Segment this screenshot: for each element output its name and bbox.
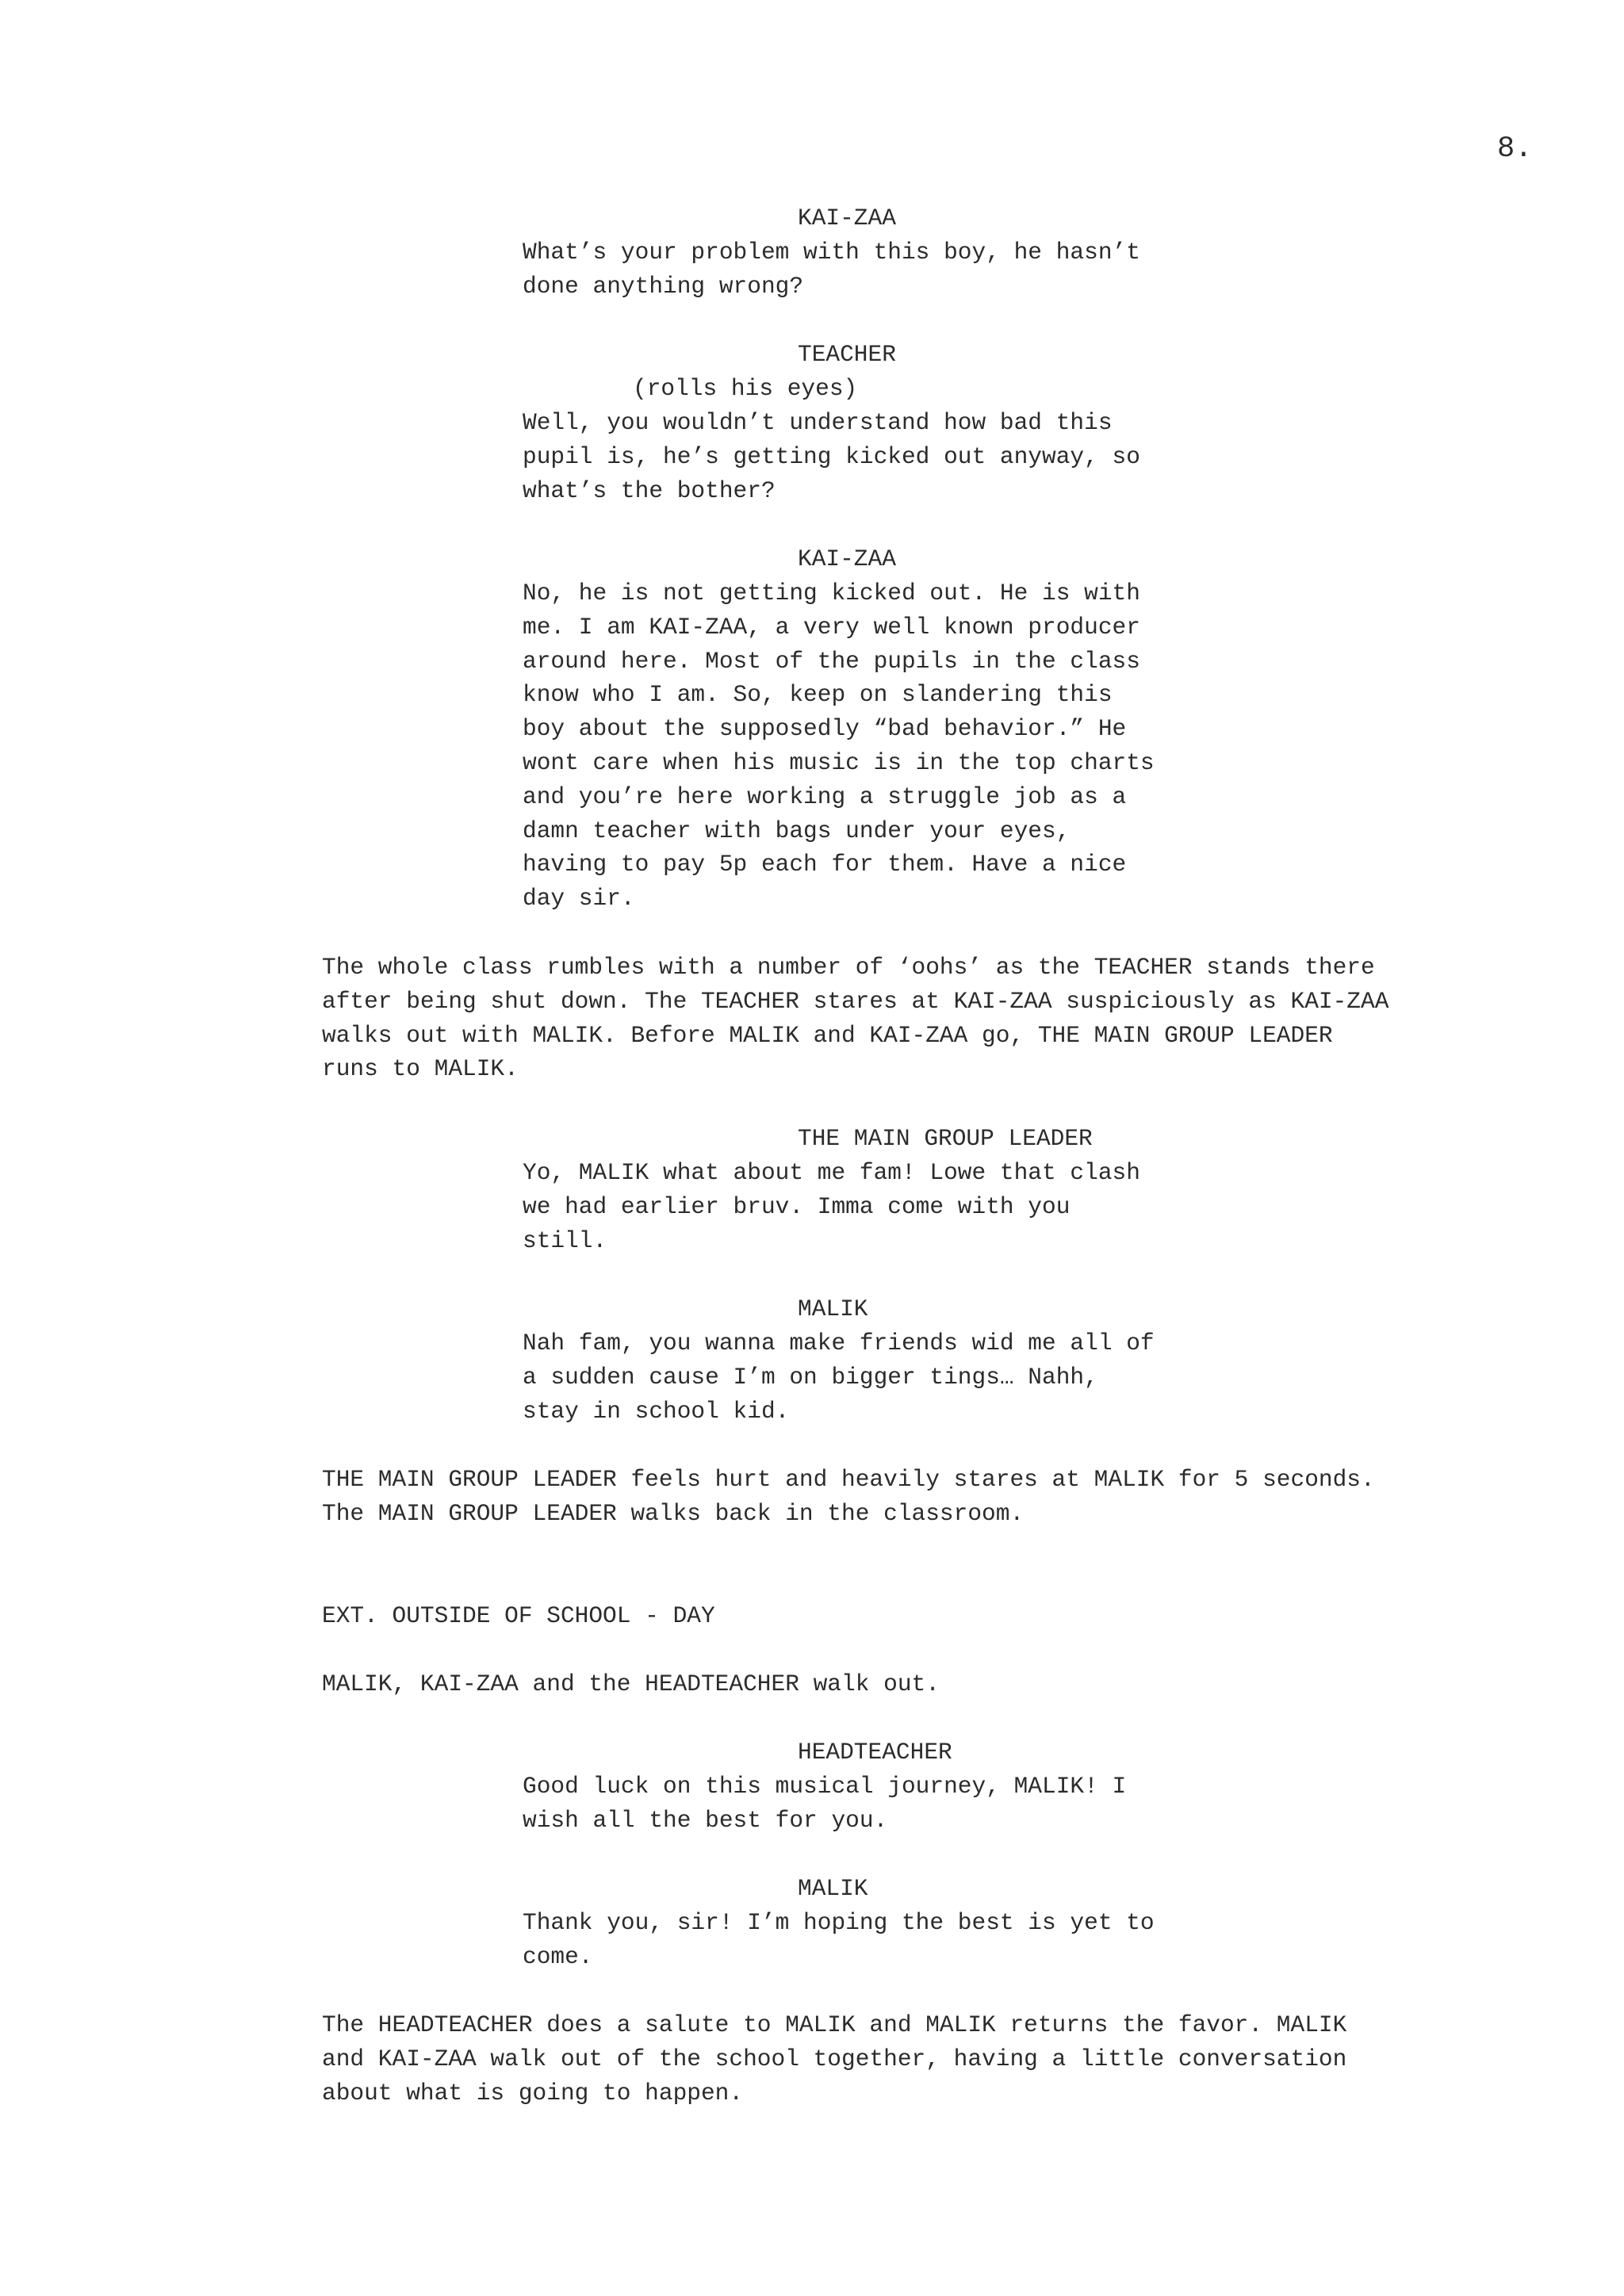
action-line: THE MAIN GROUP LEADER feels hurt and heavily stares at MALIK for 5 seconds. The MAIN GROUP LEADER walks back in the classroom. bbox=[322, 1466, 1375, 1527]
dialogue-malik: Thank you, sir! I’m hoping the best is yet to come. bbox=[523, 1909, 1155, 1970]
dialogue-kai-zaa: What’s your problem with this boy, he hasn’t done anything wrong? bbox=[523, 239, 1140, 300]
character-name-headteacher: HEADTEACHER bbox=[798, 1739, 952, 1766]
dialogue-teacher: Well, you wouldn’t understand how bad this pupil is, he’s getting kicked out anyway, so what’s the bother? bbox=[523, 409, 1140, 504]
page-number: 8. bbox=[1497, 132, 1533, 166]
scene-heading: EXT. OUTSIDE OF SCHOOL - DAY bbox=[322, 1602, 715, 1629]
action-line: The HEADTEACHER does a salute to MALIK and MALIK returns the favor. MALIK and KAI-ZAA walk out of the school together, having a little conversation about what is going to happen. bbox=[322, 2011, 1347, 2107]
dialogue-headteacher: Good luck on this musical journey, MALIK! I wish all the best for you. bbox=[523, 1773, 1127, 1834]
character-name-kai-zaa: KAI-ZAA bbox=[798, 545, 896, 572]
dialogue-main-group-leader: Yo, MALIK what about me fam! Lowe that clash we had earlier bruv. Imma come with you still. bbox=[523, 1159, 1140, 1254]
dialogue-malik: Nah fam, you wanna make friends wid me all of a sudden cause I’m on bigger tings… Nahh, stay in school kid. bbox=[523, 1330, 1155, 1425]
character-name-kai-zaa: KAI-ZAA bbox=[798, 205, 896, 232]
action-line: The whole class rumbles with a number of ‘oohs’ as the TEACHER stands there after being shut down. The TEACHER stares at KAI-ZAA suspiciously as KAI-ZAA walks out with MALIK. Before MALIK and KAI-ZAA go, THE MAIN GROUP LEADER runs to MALIK. bbox=[322, 954, 1389, 1083]
action-line: MALIK, KAI-ZAA and the HEADTEACHER walk out. bbox=[322, 1670, 940, 1697]
character-name-malik: MALIK bbox=[798, 1875, 868, 1902]
parenthetical: (rolls his eyes) bbox=[633, 375, 858, 402]
character-name-malik: MALIK bbox=[798, 1295, 868, 1322]
character-name-main-group-leader: THE MAIN GROUP LEADER bbox=[798, 1125, 1093, 1152]
dialogue-kai-zaa: No, he is not getting kicked out. He is with me. I am KAI-ZAA, a very well known producer around here. Most of the pupils in the class know who I am. So, keep on slandering this boy about the supposedly “bad behavior.” He wont care when his music is in the top charts and you’re here working a struggle job as a damn teacher with bags under your eyes, having to pay 5p each for them. Have a nice day sir. bbox=[523, 580, 1155, 913]
character-name-teacher: TEACHER bbox=[798, 341, 896, 368]
